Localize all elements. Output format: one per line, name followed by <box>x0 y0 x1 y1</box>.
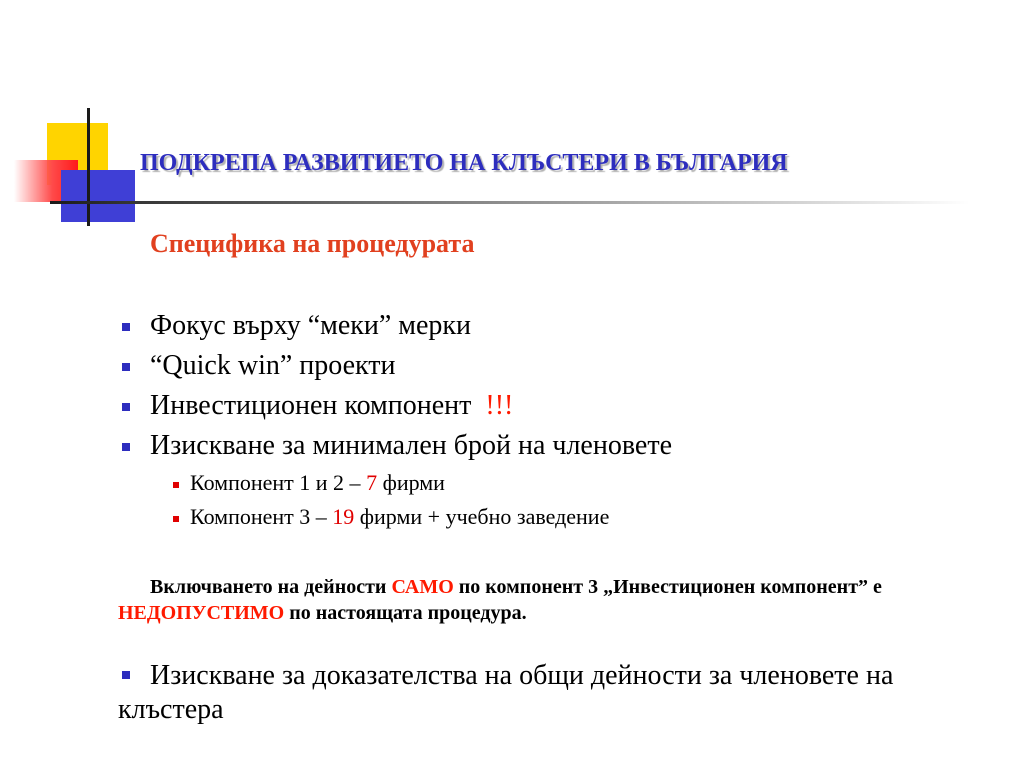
sub-bullet-text: фирми + учебно заведение <box>354 504 610 529</box>
slide-title: ПОДКРЕПА РАЗВИТИЕТО НА КЛЪСТЕРИ В БЪЛГАРИЯ <box>140 150 788 176</box>
note-text: по настоящата процедура. <box>284 602 527 624</box>
square-bullet-icon <box>122 363 130 371</box>
note-text: Включването на дейности <box>150 576 392 598</box>
bullet-text: Фокус върху “меки” мерки <box>150 310 472 341</box>
decor-blue-square <box>61 170 135 222</box>
decor-vertical-line <box>87 108 90 226</box>
square-bullet-icon <box>122 403 130 411</box>
procedure-note <box>118 574 1008 626</box>
final-bullet <box>118 659 998 727</box>
bullet-text: Изискване за доказателства на общи дейности за членовете на клъстера <box>118 660 894 725</box>
title-underline <box>50 201 970 204</box>
bullet-text: Инвестиционен компонент <box>150 390 486 421</box>
sub-list-item <box>118 466 672 500</box>
sub-bullet-text: фирми <box>377 470 445 495</box>
sub-bullet-number: 7 <box>366 470 378 495</box>
sub-bullet-number: 19 <box>332 504 355 529</box>
sub-list-item <box>118 500 672 534</box>
note-highlight: НЕДОПУСТИМО <box>118 602 285 624</box>
square-bullet-icon <box>122 323 130 331</box>
slide-subtitle: Специфика на процедурата <box>150 229 475 258</box>
note-text: по компонент 3 „Инвестиционен компонент” е <box>453 576 887 598</box>
sub-bullet-text: Компонент 3 – <box>190 504 333 529</box>
list-item <box>118 346 672 386</box>
sub-bullet-text: Компонент 1 и 2 – <box>190 470 367 495</box>
list-item <box>118 426 672 466</box>
bullet-text: “Quick win” проекти <box>150 350 396 381</box>
emphasis-marks: !!! <box>485 390 514 421</box>
list-item <box>118 306 672 346</box>
square-sub-bullet-icon <box>173 516 179 522</box>
square-sub-bullet-icon <box>173 482 179 488</box>
note-highlight: САМО <box>391 576 454 598</box>
square-bullet-icon <box>122 443 130 451</box>
bullet-text: Изискване за минимален брой на членовете <box>150 430 672 461</box>
square-bullet-icon <box>122 671 130 679</box>
list-item <box>118 386 672 426</box>
bullet-list <box>118 306 672 534</box>
